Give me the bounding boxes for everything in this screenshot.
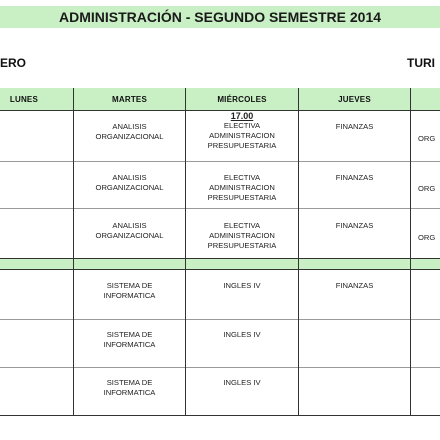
time-label: 17.00 (230, 111, 254, 121)
cell-line: SISTEMA DE (106, 378, 153, 387)
cell-martes-row4 (74, 281, 185, 301)
cell-line: INGLES IV (223, 378, 261, 387)
row-line (0, 319, 440, 320)
row-line (0, 415, 440, 416)
row-line (0, 208, 440, 209)
cell-line: SISTEMA DE (106, 281, 153, 290)
cell-jueves-row4 (299, 281, 410, 291)
cell-line: ORG (418, 184, 436, 193)
cell-line: ADMINISTRACION (209, 131, 275, 140)
cell-line: ORGANIZACIONAL (95, 231, 164, 240)
column-line (298, 88, 299, 415)
cell-martes-row5 (74, 330, 185, 350)
column-line (410, 88, 411, 415)
cell-line: INFORMATICA (103, 340, 156, 349)
cell-line: ELECTIVA (223, 173, 261, 182)
row-line (0, 258, 440, 259)
cell-line: FINANZAS (335, 221, 374, 230)
cell-line: ADMINISTRACION (209, 183, 275, 192)
cell-jueves-row3 (299, 221, 410, 231)
separator-band (0, 258, 440, 269)
cell-line: ELECTIVA (223, 121, 261, 130)
cell-martes-row2 (74, 173, 185, 193)
cell-miercoles-row5 (186, 330, 298, 340)
header-jueves: JUEVES (338, 94, 371, 104)
cell-line: INFORMATICA (103, 291, 156, 300)
page-title: ADMINISTRACIÓN - SEGUNDO SEMESTRE 2014 (0, 6, 440, 28)
header-miercoles: MIÉRCOLES (217, 94, 267, 104)
cell-line: FINANZAS (335, 173, 374, 182)
cell-line: ORG (418, 233, 436, 242)
cell-line: ADMINISTRACION (209, 231, 275, 240)
cell-miercoles-row6 (186, 378, 298, 388)
cell-line: SISTEMA DE (106, 330, 153, 339)
cell-line: ANALISIS (112, 221, 147, 230)
header-martes: MARTES (112, 94, 147, 104)
cell-viernes-row3 (418, 233, 440, 243)
cell-line: ORG (418, 134, 436, 143)
cell-jueves-row2 (299, 173, 410, 183)
cell-miercoles-row1 (186, 111, 298, 151)
subheader-left: ERO (0, 56, 27, 70)
cell-martes-row6 (74, 378, 185, 398)
cell-miercoles-row3 (186, 221, 298, 251)
cell-line: INFORMATICA (103, 388, 156, 397)
cell-miercoles-row2 (186, 173, 298, 203)
cell-line: PRESUPUESTARIA (207, 193, 277, 202)
header-lunes: LUNES (9, 94, 38, 104)
cell-jueves-row1 (299, 122, 410, 132)
cell-line: ELECTIVA (223, 221, 261, 230)
cell-martes-row3 (74, 221, 185, 241)
cell-line: FINANZAS (335, 281, 374, 290)
cell-line: ANALISIS (112, 173, 147, 182)
cell-line: ANALISIS (112, 122, 147, 131)
cell-martes-row1 (74, 122, 185, 142)
cell-line: PRESUPUESTARIA (207, 141, 277, 150)
cell-line: INGLES IV (223, 281, 261, 290)
cell-line: INGLES IV (223, 330, 261, 339)
row-line (0, 367, 440, 368)
row-line (0, 269, 440, 270)
cell-line: FINANZAS (335, 122, 374, 131)
cell-miercoles-row4 (186, 281, 298, 291)
cell-viernes-row2 (418, 184, 440, 194)
row-line (0, 161, 440, 162)
cell-viernes-row1 (418, 134, 440, 144)
subheader-right: TURI (407, 56, 435, 70)
cell-line: PRESUPUESTARIA (207, 241, 277, 250)
cell-line: ORGANIZACIONAL (95, 183, 164, 192)
cell-line: ORGANIZACIONAL (95, 132, 164, 141)
